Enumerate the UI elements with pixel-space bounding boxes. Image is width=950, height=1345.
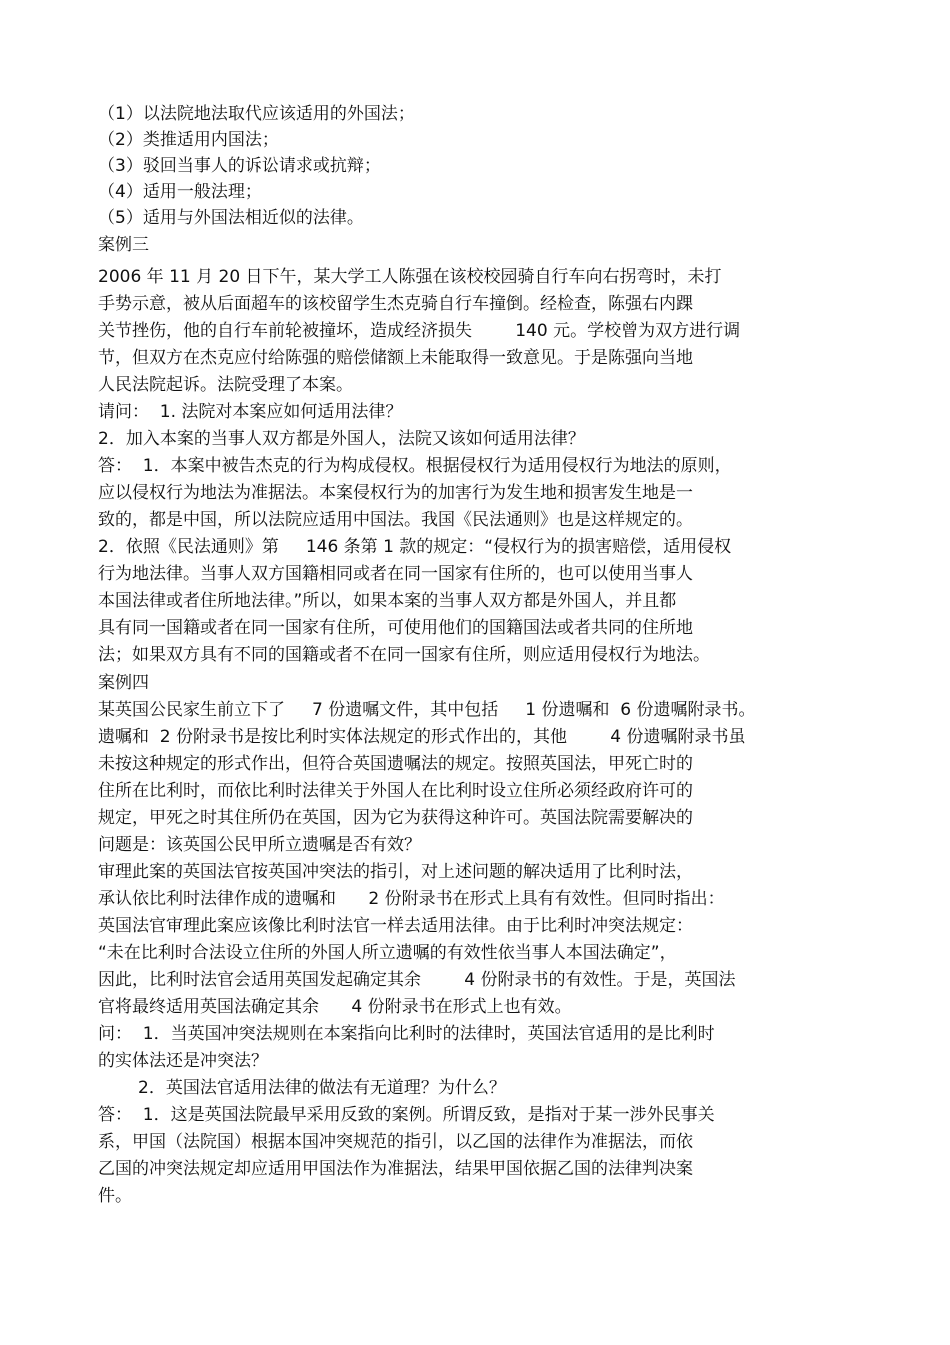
question-line-1: 请问： 1. 法院对本案应如何适用法律？ [98, 402, 403, 422]
question-line-4: 的实体法还是冲突法？ [98, 1051, 268, 1071]
text-line-1: （1）以法院地法取代应该适用的外国法； [98, 104, 415, 124]
text-line-32: “未在比利时合法设立住所的外国人所立遗嘱的有效性依当事人本国法确定”， [98, 943, 677, 963]
text-line-7: 2006 年 11 月 20 日下午，某大学工人陈强在该校校园骑自行车向右拐弯时，未打 [98, 267, 722, 287]
answer-line-5: 行为地法律。当事人双方国籍相同或者在同一国家有住所的，也可以使用当事人 [98, 564, 693, 584]
answer-line-2: 应以侵权行为地法为准据法。本案侵权行为的加害行为发生地和损害发生地是一 [98, 483, 693, 503]
text-line-8: 手势示意，被从后面超车的该校留学生杰克骑自行车撞倒。经检查，陈强右内踝 [98, 294, 693, 314]
text-line-25: 未按这种规定的形式作出，但符合英国遗嘱法的规定。按照英国法，甲死亡时的 [98, 754, 693, 774]
text-line-2: （2）类推适用内国法； [98, 130, 279, 150]
text-line-11: 人民法院起诉。法院受理了本案。 [98, 375, 353, 395]
question-line-2: 2．加入本案的当事人双方都是外国人，法院又该如何适用法律？ [98, 429, 585, 449]
answer-line-11: 乙国的冲突法规定却应适用甲国法作为准据法，结果甲国依据乙国的法律判决案 [98, 1159, 693, 1179]
text-line-26: 住所在比利时，而依比利时法律关于外国人在比利时设立住所必须经政府许可的 [98, 781, 693, 801]
answer-line-9: 答： 1．这是英国法院最早采用反致的案例。所谓反致，是指对于某一涉外民事关 [98, 1105, 715, 1125]
text-line-3: （3）驳回当事人的诉讼请求或抗辩； [98, 156, 381, 176]
text-line-24: 遗嘱和 2 份附录书是按比利时实体法规定的形式作出的，其他 4 份遗嘱附录书虽 [98, 727, 746, 747]
text-line-30: 承认依比利时法律作成的遗嘱和 2 份附录书在形式上具有有效性。但同时指出： [98, 889, 725, 909]
answer-line-1: 答： 1．本案中被告杰克的行为构成侵权。根据侵权行为适用侵权行为地法的原则， [98, 456, 732, 476]
answer-line-12: 件。 [98, 1186, 132, 1206]
answer-line-6: 本国法律或者住所地法律。”所以，如果本案的当事人双方都是外国人，并且都 [98, 591, 677, 611]
text-line-10: 节，但双方在杰克应付给陈强的赔偿储额上未能取得一致意见。于是陈强向当地 [98, 348, 693, 368]
text-line-33: 因此，比利时法官会适用英国发起确定其余 4 份附录书的有效性。于是，英国法 [98, 970, 736, 990]
answer-line-8: 法；如果双方具有不同的国籍或者不在同一国家有住所，则应适用侵权行为地法。 [98, 645, 710, 665]
text-line-34: 官将最终适用英国法确定其余 4 份附录书在形式上也有效。 [98, 997, 572, 1017]
text-line-4: （4）适用一般法理； [98, 182, 262, 202]
text-line-29: 审理此案的英国法官按英国冲突法的指引，对上述问题的解决适用了比利时法， [98, 862, 693, 882]
answer-line-4: 2．依照《民法通则》第 146 条第 1 款的规定：“侵权行为的损害赔偿，适用侵权 [98, 537, 732, 557]
answer-line-3: 致的，都是中国，所以法院应适用中国法。我国《民法通则》也是这样规定的。 [98, 510, 693, 530]
text-line-27: 规定，甲死之时其住所仍在英国，因为它为获得这种许可。英国法院需要解决的 [98, 808, 693, 828]
text-line-28: 问题是：该英国公民甲所立遗嘱是否有效？ [98, 835, 421, 855]
case-heading-3: 案例三 [98, 235, 149, 255]
answer-line-10: 系，甲国（法院国）根据本国冲突规范的指引，以乙国的法律作为准据法，而依 [98, 1132, 693, 1152]
case-heading-4: 案例四 [98, 673, 149, 693]
text-line-9: 关节挫伤，他的自行车前轮被撞坏，造成经济损失 140 元。学校曾为双方进行调 [98, 321, 741, 341]
text-line-31: 英国法官审理此案应该像比利时法官一样去适用法律。由于比利时冲突法规定： [98, 916, 693, 936]
text-line-23: 某英国公民家生前立下了 7 份遗嘱文件，其中包括 1 份遗嘱和 6 份遗嘱附录书。 [98, 700, 756, 720]
text-line-5: （5）适用与外国法相近似的法律。 [98, 208, 364, 228]
question-line-5: 2．英国法官适用法律的做法有无道理？为什么？ [138, 1078, 506, 1098]
question-line-3: 问： 1．当英国冲突法规则在本案指向比利时的法律时，英国法官适用的是比利时 [98, 1024, 715, 1044]
answer-line-7: 具有同一国籍或者在同一国家有住所，可使用他们的国籍国法或者共同的住所地 [98, 618, 693, 638]
